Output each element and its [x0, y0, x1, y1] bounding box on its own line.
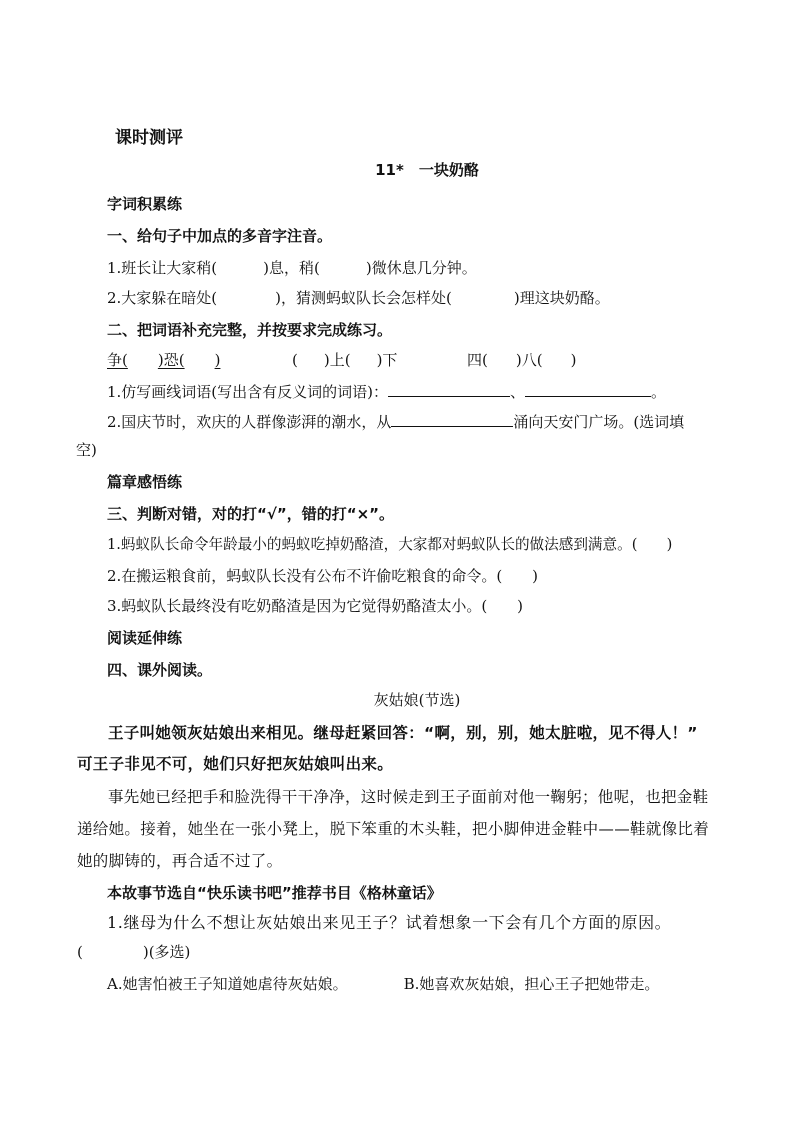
q2-line-2: 2.国庆节时，欢庆的人群像澎湃的潮水，从 涌向天安门广场。(选词填	[107, 413, 685, 431]
q1-heading: 一、给句子中加点的多音字注音。	[107, 227, 333, 245]
q3-statement-1: 1.蚂蚁队长命令年龄最小的蚂蚁吃掉奶酪渣，大家都对蚂蚁队长的做法感到满意。( )	[107, 536, 673, 553]
q4-heading: 四、课外阅读。	[107, 661, 213, 679]
story-paragraph-1-line-1: 王子叫她领灰姑娘出来相见。继母赶紧回答：“啊，别，别，她太脏啦，见不得人！”	[108, 724, 698, 742]
section-extended-reading: 阅读延伸练	[107, 629, 183, 647]
story-title: 灰姑娘(节选)	[373, 691, 461, 709]
section-vocabulary: 字词积累练	[107, 195, 183, 213]
answer-line[interactable]	[391, 412, 513, 427]
q4-sub-question-1: 1.继母为什么不想让灰姑娘出来见王子？试着想象一下会有几个方面的原因。	[107, 913, 672, 932]
section-comprehension: 篇章感悟练	[107, 473, 183, 491]
q2-heading: 二、把词语补充完整，并按要求完成练习。	[107, 321, 393, 339]
q1-line-2: 2.大家躲在暗处( )，猜测蚂蚁队长会怎样处( )理这块奶酪。	[107, 289, 610, 307]
underlined-word: 争( )恐( )	[107, 351, 221, 369]
answer-line[interactable]	[388, 382, 510, 397]
q1-line-1: 1.班长让大家稍( )息，稍( )微休息几分钟。	[107, 259, 477, 277]
option-b: B.她喜欢灰姑娘，担心王子把她带走。	[403, 975, 660, 993]
q3-heading: 三、判断对错，对的打“√”，错的打“×”。	[107, 505, 395, 523]
story-paragraph-2-line-3: 她的脚铸的，再合适不过了。	[77, 852, 283, 870]
story-source: 本故事节选自“快乐读书吧”推荐书目《格林童话》	[107, 884, 442, 902]
q4-sub-question-1-answer: ( )(多选)	[77, 943, 191, 961]
q3-statement-2: 2.在搬运粮食前，蚂蚁队长没有公布不许偷吃粮食的命令。( )	[107, 567, 539, 585]
story-paragraph-1-line-2: 可王子非见不可，她们只好把灰姑娘叫出来。	[77, 755, 394, 773]
answer-line[interactable]	[525, 382, 651, 397]
lesson-title: 11* 一块奶酪	[375, 161, 479, 179]
q2-line-1: 1.仿写画线词语(写出含有反义词的词语)： 、 。	[107, 383, 667, 401]
q2-words: 争( )恐( ) ( )上( )下 四( )八( )	[107, 351, 577, 369]
option-a: A.她害怕被王子知道她虐待灰姑娘。 B.她喜欢灰姑娘，担心王子把她带走。	[107, 975, 660, 993]
header-label: 课时测评	[115, 128, 183, 148]
story-paragraph-2-line-2: 递给她。接着，她坐在一张小凳上，脱下笨重的木头鞋，把小脚伸进金鞋中——鞋就像比着	[77, 820, 710, 838]
q3-statement-3: 3.蚂蚁队长最终没有吃奶酪渣是因为它觉得奶酪渣太小。( )	[107, 597, 524, 615]
story-paragraph-2-line-1: 事先她已经把手和脸洗得干干净净，这时候走到王子面前对他一鞠躬；他呢，也把金鞋	[108, 788, 709, 806]
q2-line-2-cont: 空)	[76, 441, 97, 459]
